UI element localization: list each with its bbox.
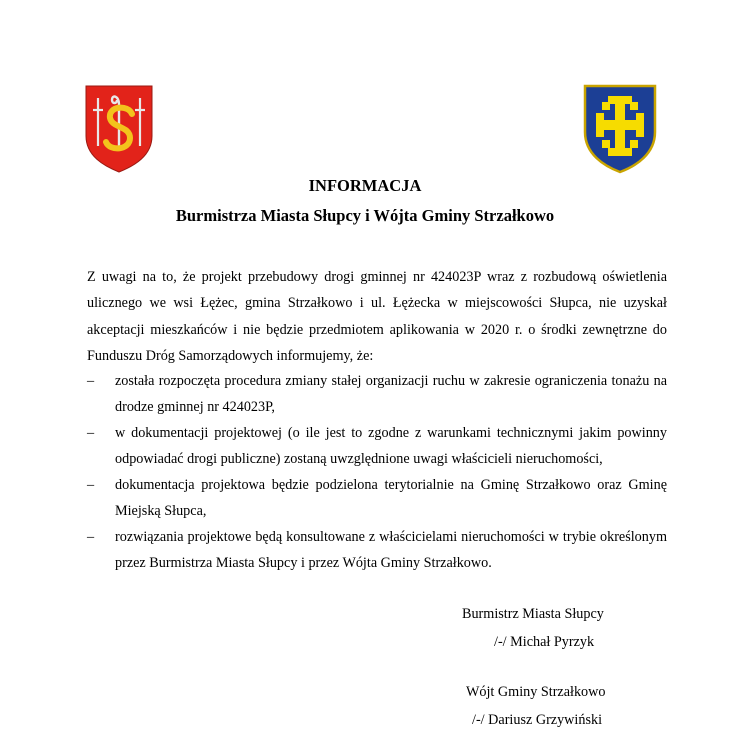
- signature-name-wojt: /-/ Dariusz Grzywiński: [472, 712, 603, 728]
- list-marker: –: [87, 373, 95, 389]
- slupca-coat-of-arms: [84, 80, 154, 174]
- signature-role-burmistrz: Burmistrz Miasta Słupcy: [462, 606, 604, 622]
- signature-name-burmistrz: /-/ Michał Pyrzyk: [494, 634, 595, 650]
- list-marker: –: [87, 529, 95, 545]
- list-item-text: rozwiązania projektowe będą konsultowane z właścicielami nieruchomości w trybie określonym przez Burmistrza Miasta Słupcy i przez Wójta Gminy Strzałkowo.: [115, 529, 667, 572]
- list-marker: –: [87, 477, 95, 493]
- list-item-text: w dokumentacji projektowej (o ile jest to zgodne z warunkami technicznymi jakim powinny odpowiadać drogi publiczne) zostaną uwzględnione uwagi właścicieli nieruchomości,: [115, 425, 667, 468]
- signature-role-wojt: Wójt Gminy Strzałkowo: [466, 684, 606, 700]
- list-marker: –: [87, 425, 95, 441]
- list-item-text: została rozpoczęta procedura zmiany stałej organizacji ruchu w zakresie ograniczenia tonażu na drodze gminnej nr 424023P,: [115, 373, 667, 416]
- intro-paragraph: Z uwagi na to, że projekt przebudowy drogi gminnej nr 424023P wraz z rozbudową oświetlenia ulicznego we wsi Łężec, gmina Strzałkowo i ul. Łężecka w miejscowości Słupca, nie uzyskał akceptacji mieszkańców i nie będzie przedmiotem aplikowania w 2020 r. o środki zewnętrzne do Funduszu Dróg Samorządowych informujemy, że:: [87, 269, 667, 365]
- document-subtitle: Burmistrza Miasta Słupcy i Wójta Gminy Strzałkowo: [175, 206, 555, 225]
- strzalkowo-coat-of-arms: [582, 82, 658, 174]
- document-title: INFORMACJA: [308, 176, 422, 195]
- list-item-text: dokumentacja projektowa będzie podzielona terytorialnie na Gminę Strzałkowo oraz Gminę Miejską Słupca,: [115, 477, 667, 520]
